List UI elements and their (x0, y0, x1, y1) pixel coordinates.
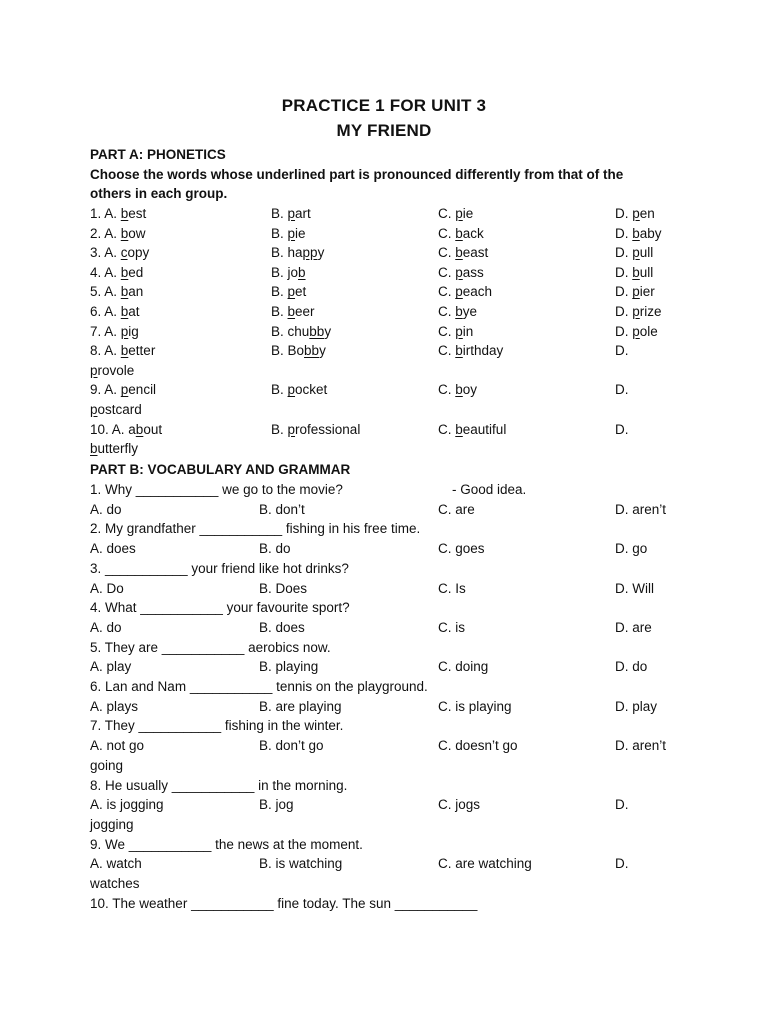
option-d: D. pole (615, 323, 658, 339)
part-a-instruction-1: Choose the words whose underlined part is pronounced differently from that of the (90, 167, 624, 182)
answer-options (0, 698, 768, 718)
option-b: B. job (271, 264, 306, 280)
option-b: B. part (271, 206, 311, 221)
phonetics-item (0, 244, 768, 264)
answer-option: D. play (615, 698, 658, 714)
phonetics-item (0, 205, 768, 225)
answer-option: B. are playing (259, 698, 342, 714)
option-d: D. prize (615, 304, 662, 319)
option-d-wrapped: provole (90, 362, 135, 378)
phonetics-item (0, 421, 768, 441)
option-c: C. birthday (438, 343, 504, 359)
option-d: D. baby (615, 225, 662, 241)
option-a: 8. A. better (90, 343, 156, 359)
phonetics-item (0, 264, 768, 284)
question-text: 7. They ___________ fishing in the winter. (90, 718, 344, 734)
answer-option: A. watch (90, 856, 142, 872)
option-a: 6. A. bat (90, 304, 140, 319)
answer-option: A. play (90, 659, 132, 675)
answer-option: D. go (615, 541, 648, 557)
answer-option: D. aren’t (615, 738, 667, 754)
answer-option: B. Does (259, 580, 308, 596)
part-a-instruction-2: others in each group. (90, 186, 228, 201)
part-b-heading: PART B: VOCABULARY AND GRAMMAR (90, 462, 351, 477)
question-text: 1. Why ___________ we go to the movie? (90, 482, 343, 497)
answer-option: A. is jogging (90, 797, 164, 813)
question-text: 10. The weather ___________ fine today. The sun ___________ (90, 895, 478, 911)
answer-option: D. are (615, 619, 652, 635)
option-b: B. professional (271, 421, 361, 437)
option-b: B. pet (271, 284, 307, 300)
phonetics-item (0, 381, 768, 401)
phonetics-item (0, 303, 768, 323)
answer-option: C. is playing (438, 698, 512, 714)
option-a: 2. A. bow (90, 225, 146, 241)
option-a: 1. A. best (90, 206, 147, 221)
answer-option: C. are watching (438, 856, 532, 872)
question-text: 3. ___________ your friend like hot drinks? (90, 560, 349, 576)
option-d: D. (615, 382, 629, 398)
option-d: D. pier (615, 284, 655, 300)
option-a: 10. A. about (90, 421, 163, 437)
answer-options (0, 580, 768, 600)
answer-option: A. does (90, 541, 136, 557)
part-a-heading: PART A: PHONETICS (90, 147, 226, 162)
phonetics-item (0, 283, 768, 303)
answer-option: A. do (90, 501, 122, 517)
option-d: D. (615, 343, 629, 359)
option-c: C. pin (438, 323, 474, 339)
question-text: 4. What ___________ your favourite sport? (90, 600, 350, 616)
option-d: D. pull (615, 245, 654, 261)
option-c: C. back (438, 225, 484, 241)
answer-options (0, 540, 768, 560)
answer-options (0, 619, 768, 639)
answer-option-wrapped: jogging (90, 816, 134, 832)
option-a: 9. A. pencil (90, 382, 157, 398)
answer-option: C. is (438, 619, 465, 635)
answer-option: C. Is (438, 580, 466, 596)
answer-options (0, 855, 768, 875)
answer-option: C. doesn’t go (438, 738, 518, 754)
phonetics-item (0, 225, 768, 245)
question-text: 5. They are ___________ aerobics now. (90, 639, 331, 655)
answer-option: A. not go (90, 738, 145, 754)
answer-option: B. does (259, 619, 305, 635)
option-c: C. beautiful (438, 421, 507, 437)
option-b: B. pocket (271, 382, 328, 398)
phonetics-item (0, 323, 768, 343)
question-text: 6. Lan and Nam ___________ tennis on the playground. (90, 679, 428, 694)
option-a: 4. A. bed (90, 264, 144, 280)
answer-option: D. (615, 856, 629, 872)
option-b: B. chubby (271, 323, 332, 339)
question-text: 9. We ___________ the news at the moment. (90, 836, 363, 852)
answer-option: B. jog (259, 797, 294, 813)
option-c: C. pie (438, 206, 474, 221)
phonetics-item (0, 342, 768, 362)
answer-option: A. plays (90, 698, 139, 714)
answer-option: D. aren’t (615, 501, 667, 517)
question-text: 8. He usually ___________ in the morning. (90, 777, 348, 793)
answer-option-wrapped: watches (90, 876, 140, 891)
page-title: PRACTICE 1 FOR UNIT 3 (281, 96, 487, 115)
option-c: C. boy (438, 382, 478, 398)
answer-option: C. doing (438, 659, 489, 675)
answer-option: B. is watching (259, 856, 343, 872)
answer-options (0, 501, 768, 521)
answer-options (0, 658, 768, 678)
option-b: B. Bobby (271, 343, 326, 359)
option-d-wrapped: butterfly (90, 441, 139, 457)
option-b: B. happy (271, 245, 325, 261)
option-d-wrapped: postcard (90, 402, 142, 417)
answer-option-wrapped: going (90, 757, 124, 773)
answer-option: B. do (259, 541, 291, 557)
option-a: 7. A. pig (90, 323, 139, 339)
answer-option: B. playing (259, 659, 319, 675)
answer-option: C. jogs (438, 797, 481, 813)
answer-option: C. goes (438, 541, 485, 557)
option-b: B. pie (271, 225, 306, 241)
answer-option: D. do (615, 659, 648, 675)
option-b: B. beer (271, 304, 315, 319)
option-a: 5. A. ban (90, 284, 144, 300)
answer-option: A. do (90, 619, 122, 635)
page-subtitle: MY FRIEND (336, 121, 432, 140)
answer-option: C. are (438, 501, 475, 517)
option-a: 3. A. copy (90, 245, 150, 261)
option-d: D. pen (615, 206, 655, 221)
answer-option: A. Do (90, 580, 124, 596)
answer-option: D. (615, 797, 629, 813)
option-d: D. (615, 421, 629, 437)
question-response: - Good idea. (452, 482, 527, 497)
option-c: C. pass (438, 264, 484, 280)
option-c: C. bye (438, 304, 478, 319)
answer-options (0, 737, 768, 757)
option-d: D. bull (615, 264, 654, 280)
option-c: C. peach (438, 284, 493, 300)
answer-option: D. Will (615, 580, 654, 596)
answer-option: B. don’t go (259, 738, 324, 754)
option-c: C. beast (438, 245, 489, 261)
question-text: 2. My grandfather ___________ fishing in his free time. (90, 521, 421, 537)
answer-options (0, 796, 768, 816)
answer-option: B. don’t (259, 501, 305, 517)
